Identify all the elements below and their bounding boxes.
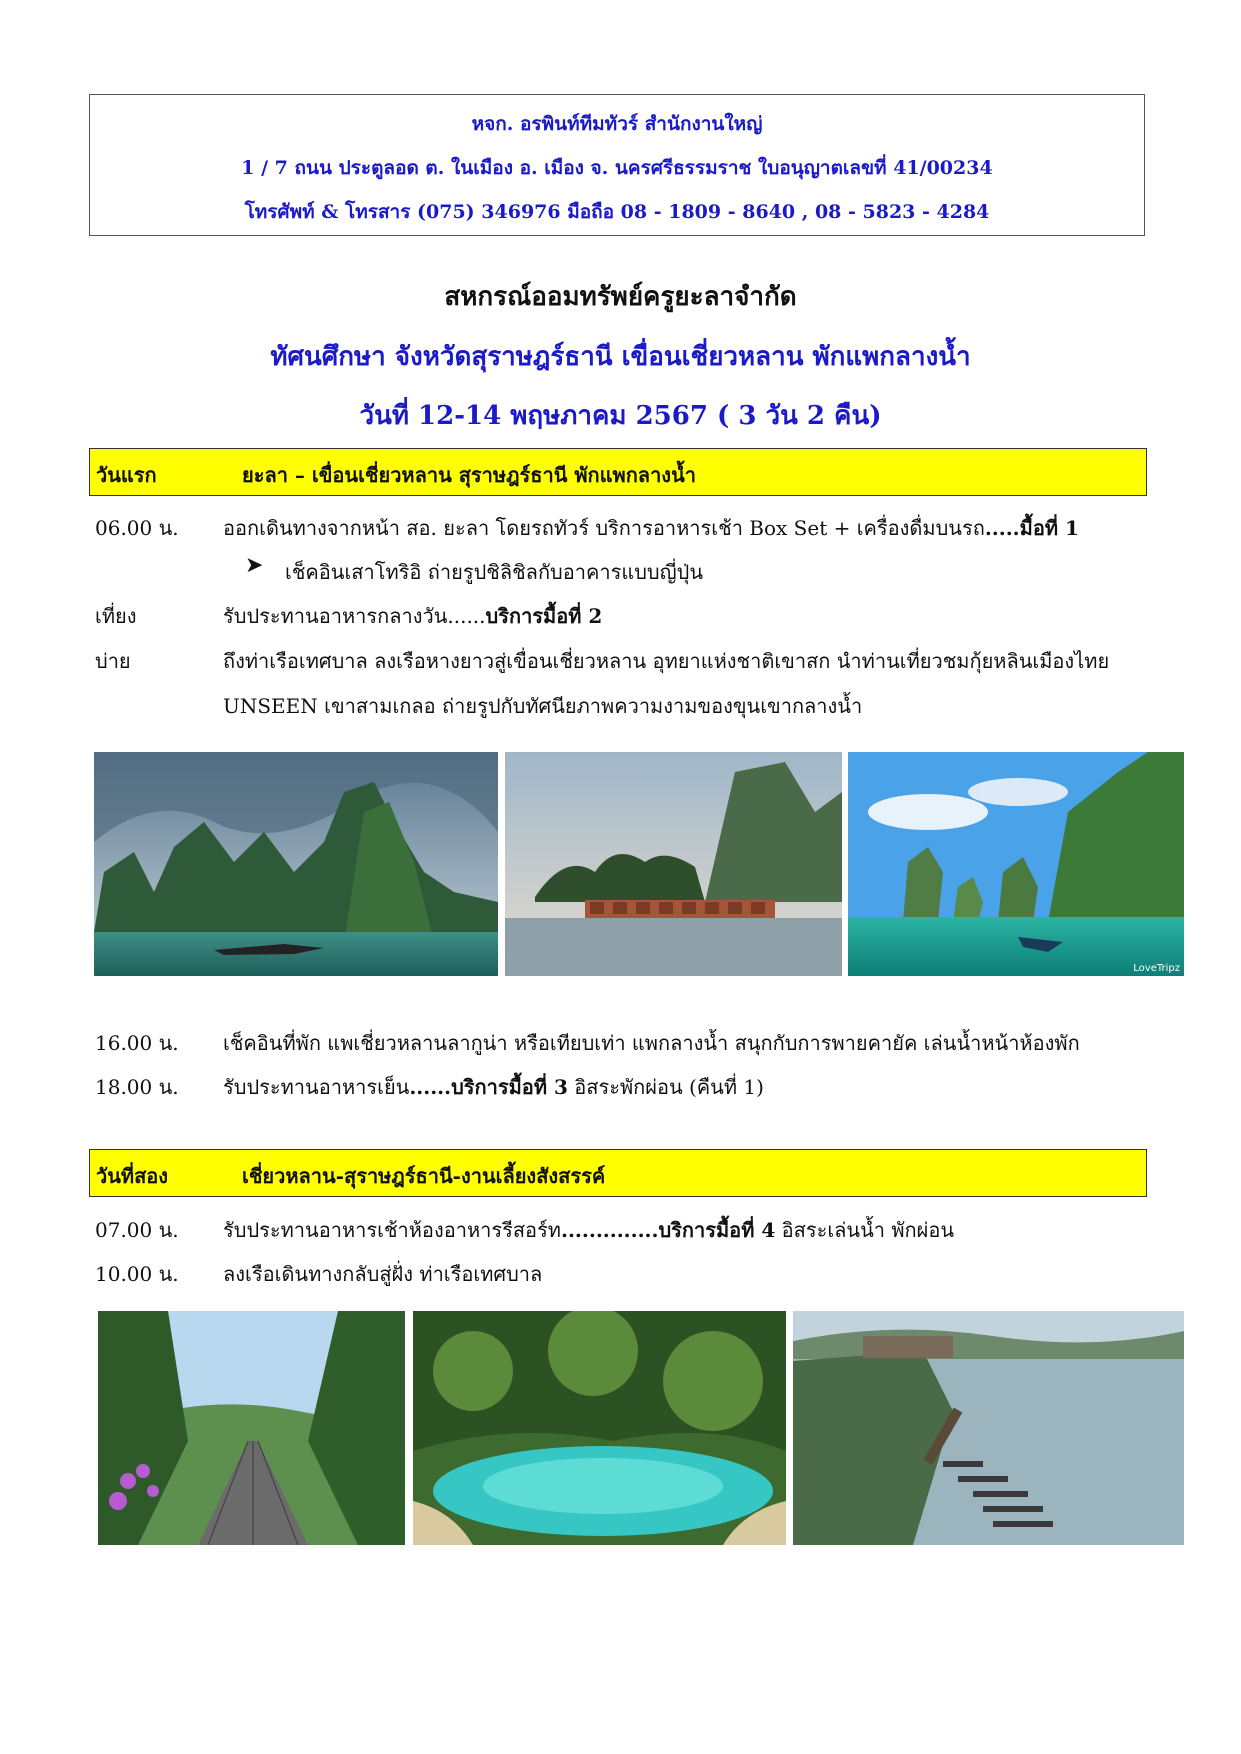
photo-emerald-pool-jungle — [413, 1311, 786, 1545]
itinerary-time: 10.00 น. — [95, 1262, 179, 1286]
itinerary-desc: รับประทานอาหารเย็น......บริการมื้อที่ 3 อิสระพักผ่อน (คืนที่ 1) — [223, 1075, 764, 1099]
itinerary-bullet: เช็คอินเสาโทริอิ ถ่ายรูปชิลิชิลกับอาคารแบบญี่ปุ่น — [285, 560, 704, 584]
meal-label: .....มื้อที่ 1 — [984, 516, 1079, 540]
company-phone: โทรศัพท์ & โทรสาร (075) 346976 มือถือ 08 - 1809 - 8640 , 08 - 5823 - 4284 — [244, 201, 990, 223]
itinerary-desc: รับประทานอาหารเช้าห้องอาหารรีสอร์ท..............บริการมื้อที่ 4 อิสระเล่นน้ำ พักผ่อน — [223, 1218, 955, 1242]
itinerary-desc: ถึงท่าเรือเทศบาล ลงเรือหางยาวสู่เขื่อนเชี่ยวหลาน อุทยาแห่งชาติเขาสก นำท่านเที่ยวชมกุ้ยหลินเมืองไทย — [223, 649, 1110, 673]
photo-khao-sam-kloe-rocks — [848, 752, 1184, 976]
itinerary-time: เที่ยง — [95, 604, 137, 628]
organization-title: สหกรณ์ออมทรัพย์ครูยะลาจำกัด — [444, 282, 797, 312]
photo-suspension-bridge — [98, 1311, 405, 1545]
day1-label: วันแรก — [96, 463, 157, 487]
photo-limestone-karsts-longtail-boat — [94, 752, 498, 976]
day2-route: เชี่ยวหลาน-สุราษฎร์ธานี-งานเลี้ยงสังสรรค์ — [242, 1164, 606, 1188]
day2-header-bar — [89, 1149, 1147, 1197]
itinerary-time: 18.00 น. — [95, 1075, 179, 1099]
meal-label: บริการมื้อที่ 2 — [485, 604, 603, 628]
day2-label: วันที่สอง — [96, 1164, 169, 1188]
meal-label: ......บริการมื้อที่ 3 — [409, 1075, 568, 1099]
itinerary-desc: ออกเดินทางจากหน้า สอ. ยะลา โดยรถทัวร์ บริการอาหารเช้า Box Set + เครื่องดื่มบนรถ.....มื้อที่ 1 — [223, 516, 1079, 540]
photo-pier-with-boats — [793, 1311, 1184, 1545]
itinerary-time: บ่าย — [95, 649, 131, 673]
itinerary-desc-continued: UNSEEN เขาสามเกลอ ถ่ายรูปกับทัศนียภาพความงามของขุนเขากลางน้ำ — [223, 694, 863, 718]
photo-floating-raft-houses — [505, 752, 842, 976]
itinerary-time: 16.00 น. — [95, 1031, 179, 1055]
meal-label: ..............บริการมื้อที่ 4 — [561, 1218, 776, 1242]
itinerary-desc: รับประทานอาหารกลางวัน......บริการมื้อที่ 2 — [223, 604, 603, 628]
company-header-box — [89, 94, 1145, 236]
trip-title: ทัศนศึกษา จังหวัดสุราษฎร์ธานี เขื่อนเชี่ยวหลาน พักแพกลางน้ำ — [270, 342, 971, 372]
itinerary-time: 06.00 น. — [95, 516, 179, 540]
day1-header-bar — [89, 448, 1147, 496]
company-name: หจก. อรพินท์ทีมทัวร์ สำนักงานใหญ่ — [471, 113, 763, 135]
day1-route: ยะลา – เขื่อนเชี่ยวหลาน สุราษฎร์ธานี พักแพกลางน้ำ — [242, 463, 696, 487]
photo-watermark: LoveTripz — [1133, 963, 1180, 974]
arrow-bullet-icon: ➤ — [245, 553, 264, 578]
itinerary-desc: เช็คอินที่พัก แพเชี่ยวหลานลากูน่า หรือเทียบเท่า แพกลางน้ำ สนุกกับการพายคายัค เล่นน้ำหน้าห้องพัก — [223, 1031, 1080, 1055]
itinerary-time: 07.00 น. — [95, 1218, 179, 1242]
trip-date: วันที่ 12-14 พฤษภาคม 2567 ( 3 วัน 2 คืน) — [359, 401, 882, 431]
company-address: 1 / 7 ถนน ประตูลอด ต. ในเมือง อ. เมือง จ. นครศรีธรรมราช ใบอนุญาตเลขที่ 41/00234 — [241, 157, 993, 179]
itinerary-desc: ลงเรือเดินทางกลับสู่ฝั่ง ท่าเรือเทศบาล — [223, 1262, 543, 1286]
